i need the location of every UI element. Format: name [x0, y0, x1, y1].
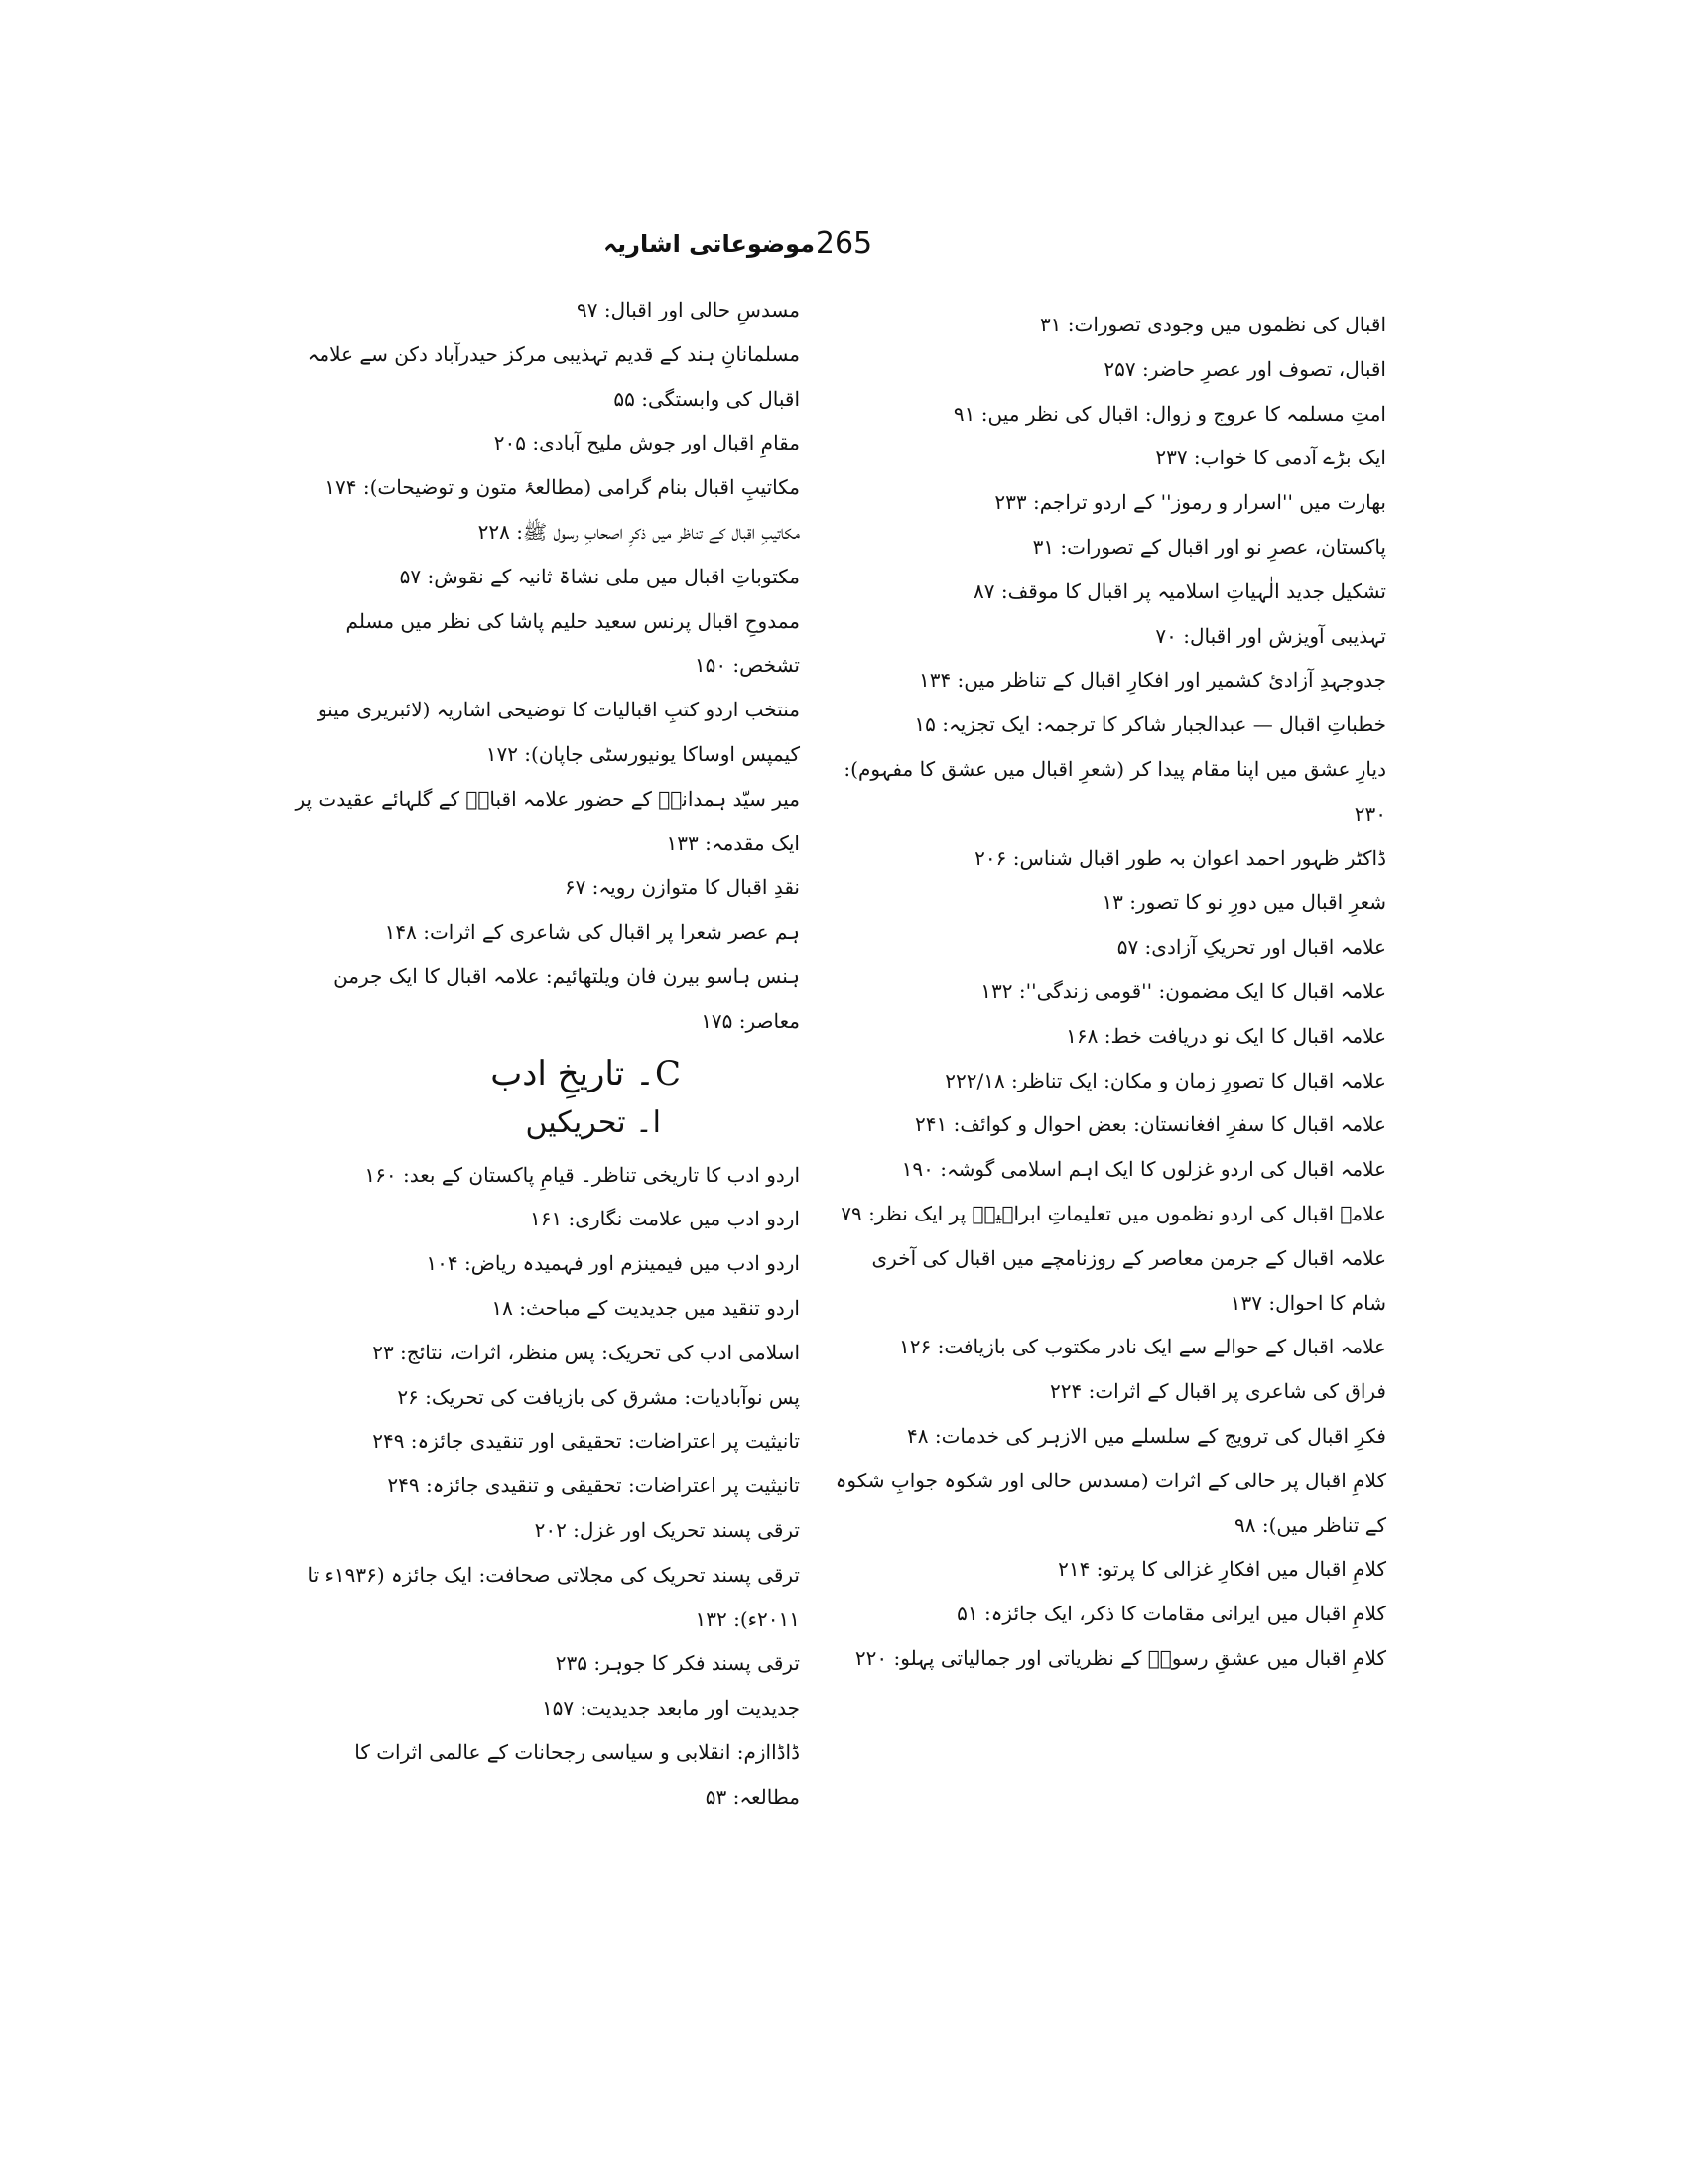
index-entry: شعرِ اقبال میں دورِ نو کا تصور: ۱۳: [1102, 890, 1386, 915]
index-entry: منتخب اردو کتبِ اقبالیات کا توضیحی اشاریہ (لائبریری مینو کیمپس اوساکا یونیورسٹی جاپان): ۱۷۲: [317, 698, 800, 766]
index-entry: اسلامی ادب کی تحریک: پس منظر، اثرات، نتائج: ۲۳: [372, 1340, 800, 1364]
index-column-right: [831, 303, 1386, 1681]
index-entry: اردو ادب کا تاریخی تناظر۔ قیامِ پاکستان کے بعد: ۱۶۰: [364, 1162, 800, 1187]
subsection-heading: ا۔ تحریکیں: [525, 1104, 661, 1140]
index-entry: اقبال، تصوف اور عصرِ حاضر: ۲۵۷: [1104, 356, 1386, 381]
running-head: موضوعاتی اشاریہ: [603, 230, 815, 258]
index-entry: خطباتِ اقبال — عبدالجبار شاکر کا ترجمہ: ایک تجزیہ: ۱۵: [914, 712, 1386, 737]
index-entry: مکتوباتِ اقبال میں ملی نشاۃ ثانیہ کے نقوش: ۵۷: [399, 564, 800, 588]
index-entry: پاکستان، عصرِ نو اور اقبال کے تصورات: ۳۱: [1032, 534, 1386, 559]
index-entry: تشکیل جدید الٰہیاتِ اسلامیہ پر اقبال کا موقف: ۸۷: [974, 578, 1386, 603]
index-entry: مکاتیبِ اقبال کے تناظر میں ذکرِ اصحابِ رسول ﷺ: ۲۲۸: [477, 519, 800, 544]
index-entry: مقامِ اقبال اور جوش ملیح آبادی: ۲۰۵: [493, 431, 800, 455]
index-entry: تہذیبی آویزش اور اقبال: ۷۰: [1155, 623, 1386, 648]
section-heading: C۔ تاریخِ ادب: [490, 1053, 681, 1093]
index-entry: اردو تنقید میں جدیدیت کے مباحث: ۱۸: [491, 1295, 800, 1320]
index-entry: تانیثیت پر اعتراضات: تحقیقی اور تنقیدی جائزہ: ۲۴۹: [372, 1429, 800, 1454]
index-entry: علامہ اقبال کی اردو نظموں میں تعلیماتِ ابراہیمؑ پر ایک نظر: ۷۹: [841, 1201, 1386, 1225]
index-entry: علامہ اقبال کی اردو غزلوں کا ایک اہم اسلامی گوشہ: ۱۹۰: [901, 1157, 1386, 1182]
index-entry: جدیدیت اور مابعد جدیدیت: ۱۵۷: [541, 1696, 800, 1721]
index-entry: علامہ اقبال کا ایک نو دریافت خط: ۱۶۸: [1066, 1023, 1386, 1048]
index-entry: فراق کی شاعری پر اقبال کے اثرات: ۲۲۴: [1050, 1379, 1386, 1404]
index-entry: دیارِ عشق میں اپنا مقام پیدا کر (شعرِ اقبال میں عشق کا مفہوم): ۲۳۰: [844, 756, 1386, 826]
index-entry: ترقی پسند تحریک کی مجلاتی صحافت: ایک جائزہ (۱۹۳۶ء تا ۲۰۱۱ء): ۱۳۲: [307, 1562, 800, 1631]
index-entry: ہنس ہاسو بیرن فان ویلتھائیم: علامہ اقبال کا ایک جرمن معاصر: ۱۷۵: [333, 964, 800, 1033]
index-entry: علامہ اقبال کا ایک مضمون: ''قومی زندگی'': ۱۳۲: [980, 978, 1386, 1003]
index-entry: فکرِ اقبال کی ترویج کے سلسلے میں الازہر کی خدمات: ۴۸: [907, 1423, 1386, 1448]
index-entry: میر سیّد ہمدانیؒ کے حضور علامہ اقبالؒ کے گلہائے عقیدت پر ایک مقدمہ: ۱۳۳: [295, 786, 800, 855]
index-entry: ہم عصر شعرا پر اقبال کی شاعری کے اثرات: ۱۴۸: [384, 920, 800, 945]
index-entry: ڈاکٹر ظہور احمد اعوان بہ طور اقبال شناس: ۲۰۶: [974, 845, 1386, 870]
index-entry: نقدِ اقبال کا متوازن رویہ: ۶۷: [564, 875, 800, 900]
index-entry: علامہ اقبال کا سفرِ افغانستان: بعض احوال و کوائف: ۲۴۱: [914, 1112, 1386, 1137]
index-entry: مکاتیبِ اقبال بنام گرامی (مطالعۂ متون و توضیحات): ۱۷۴: [325, 475, 800, 500]
index-entry: جدوجہدِ آزادیٔ کشمیر اور افکارِ اقبال کے تناظر میں: ۱۳۴: [918, 668, 1386, 693]
index-entry: اقبال کی نظموں میں وجودی تصورات: ۳۱: [1039, 313, 1386, 336]
index-entry: ترقی پسند تحریک اور غزل: ۲۰۲: [534, 1517, 800, 1542]
index-entry: کلامِ اقبال میں افکارِ غزالی کا پرتو: ۲۱۴: [1058, 1557, 1386, 1582]
index-entry: ڈاڈاازم: انقلابی و سیاسی رجحانات کے عالمی اثرات کا مطالعہ: ۵۳: [354, 1739, 800, 1809]
index-entry: امتِ مسلمہ کا عروج و زوال: اقبال کی نظر میں: ۹۱: [953, 401, 1386, 426]
page-number: 265: [815, 226, 873, 261]
index-column-left: [294, 288, 800, 1820]
index-entry: علامہ اقبال اور تحریکِ آزادی: ۵۷: [1116, 935, 1386, 960]
index-entry: پس نوآبادیات: مشرق کی بازیافت کی تحریک: ۲۶: [397, 1384, 800, 1409]
index-entry: علامہ اقبال کا تصورِ زمان و مکان: ایک تناظر: ۲۲۲/۱۸: [945, 1068, 1386, 1092]
index-entry: کلامِ اقبال پر حالی کے اثرات (مسدس حالی اور شکوہ جوابِ شکوہ کے تناظر میں): ۹۸: [835, 1468, 1386, 1537]
index-entry: تانیثیت پر اعتراضات: تحقیقی و تنقیدی جائزہ: ۲۴۹: [387, 1474, 800, 1498]
index-entry: ایک بڑے آدمی کا خواب: ۲۳۷: [1155, 446, 1386, 470]
index-entry: ترقی پسند فکر کا جوہر: ۲۳۵: [555, 1651, 800, 1676]
index-entry: اردو ادب میں فیمینزم اور فہمیدہ ریاض: ۱۰۴: [426, 1251, 800, 1276]
index-entry: ممدوحِ اقبال پرنس سعید حلیم پاشا کی نظر میں مسلم تشخص: ۱۵۰: [345, 608, 800, 678]
index-entry: علامہ اقبال کے حوالے سے ایک نادر مکتوب کی بازیافت: ۱۲۶: [899, 1335, 1386, 1359]
index-entry: مسلمانانِ ہند کے قدیم تہذیبی مرکز حیدرآباد دکن سے علامہ اقبال کی وابستگی: ۵۵: [307, 341, 800, 411]
index-entry: علامہ اقبال کے جرمن معاصر کے روزنامچے میں اقبال کی آخری شام کا احوال: ۱۳۷: [871, 1245, 1386, 1315]
index-entry: مسدسِ حالی اور اقبال: ۹۷: [577, 298, 800, 321]
index-entry: کلامِ اقبال میں ایرانی مقامات کا ذکر، ایک جائزہ: ۵۱: [957, 1602, 1386, 1626]
index-entry: اردو ادب میں علامت نگاری: ۱۶۱: [529, 1207, 800, 1231]
index-entry: بھارت میں ''اسرار و رموز'' کے اردو تراجم: ۲۳۳: [994, 490, 1386, 515]
index-entry: کلامِ اقبال میں عشقِ رسولؐ کے نظریاتی اور جمالیاتی پہلو: ۲۲۰: [854, 1645, 1386, 1670]
